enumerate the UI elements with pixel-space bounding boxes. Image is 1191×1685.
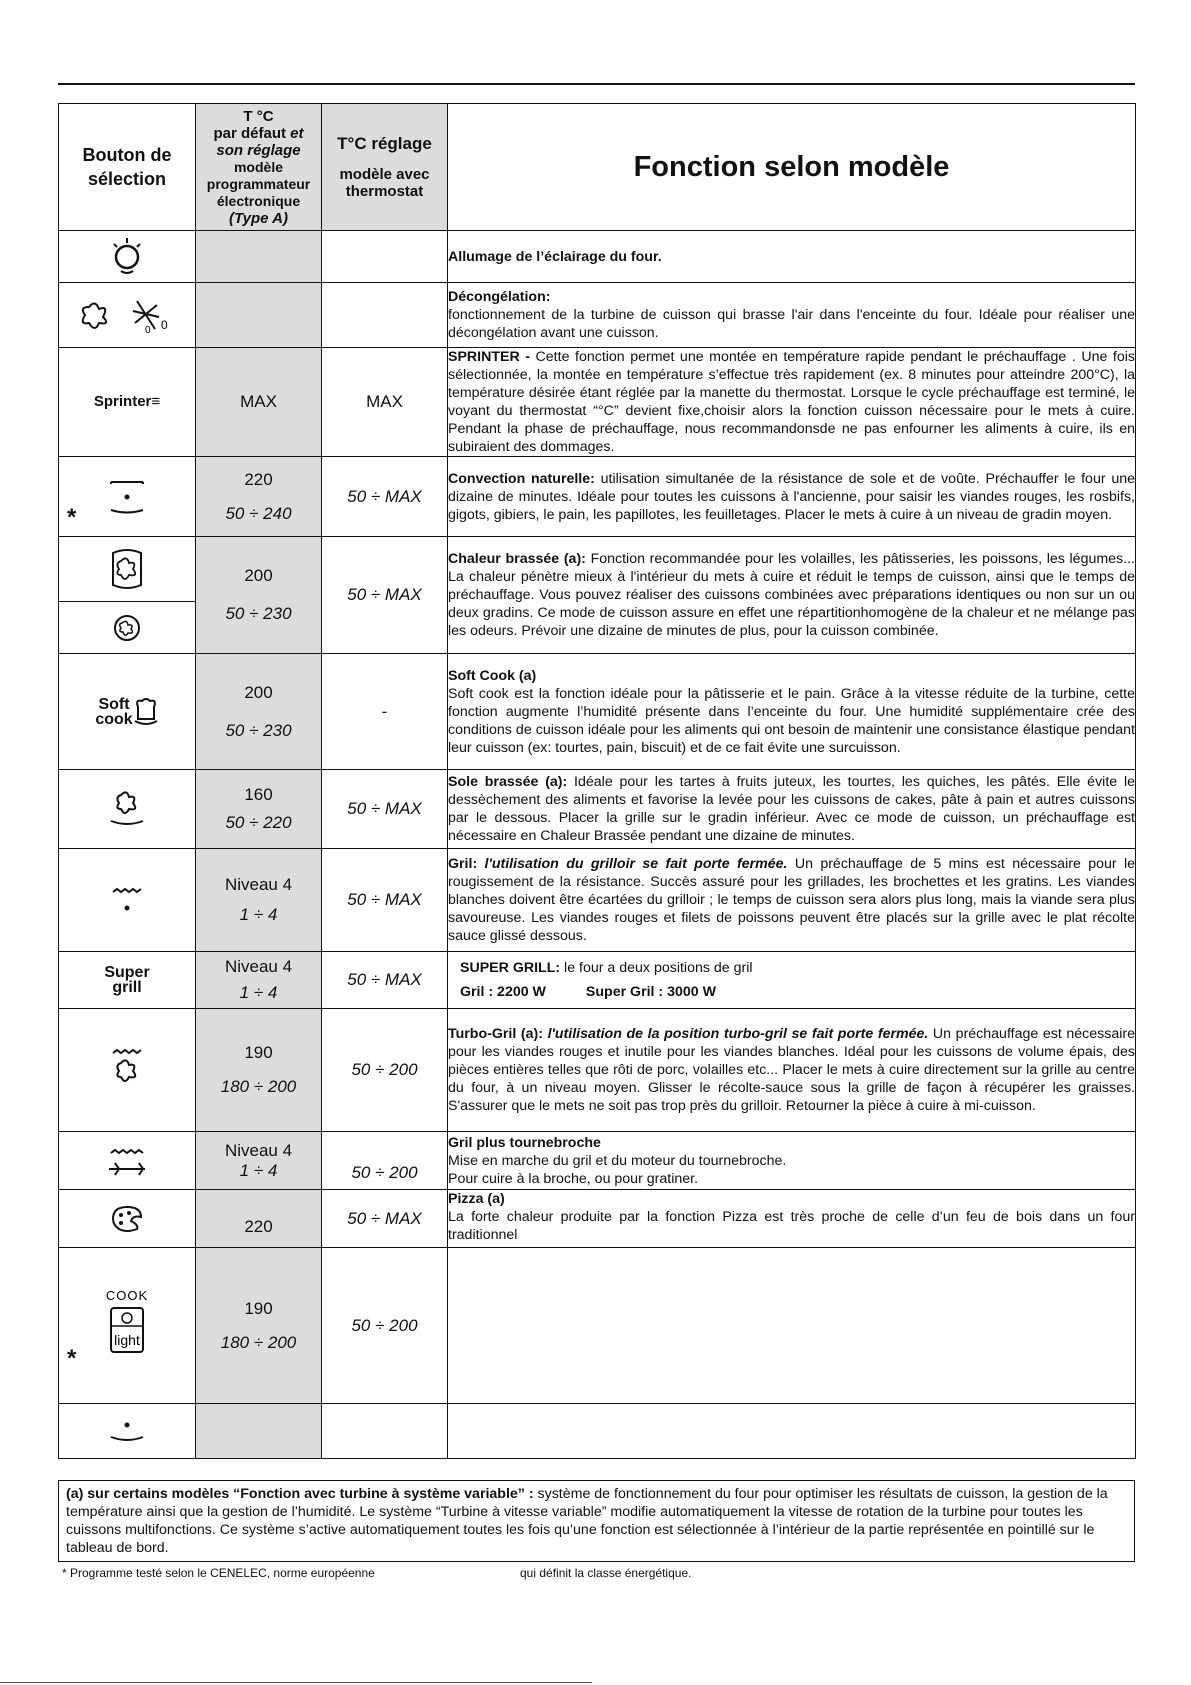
thermostat-temp: 50 ÷ MAX	[322, 770, 448, 849]
default-temp: 220 50 ÷ 240	[196, 457, 322, 537]
thermostat-temp: -	[322, 654, 448, 770]
pizza-icon	[59, 1190, 196, 1248]
thermostat-temp: 50 ÷ MAX	[322, 952, 448, 1009]
variable-turbine-note: (a) sur certains modèles “Fonction avec turbine à système variable” : système de fonctionnement du four pour optimiser les résultats de cuisson, la gestion de la température ainsi que la gestion de l’humidité. Le système “Turbine à vitesse variable” modifie automatiquement la vitesse de rotation de la turbine pour toutes les cuissons multifonctions. Ce système s’active automatiquement toutes les fois qu’une fonction est sélectionnée à l’intérieur de la partie représentée en pointillé sur le tableau de bord.	[58, 1480, 1135, 1562]
function-description: Gril plus tournebroche Mise en marche du gril et du moteur du tournebroche. Pour cuire à la broche, ou pour gratiner.	[448, 1132, 1136, 1190]
function-description	[448, 1404, 1136, 1459]
thermostat-temp: MAX	[322, 348, 448, 457]
function-description: Turbo-Gril (a): l'utilisation de la position turbo-gril se fait porte fermée. Un préchauffage est nécessaire pour les viandes rouges et inutile pour les viandes blanches. Idéal pour les cuissons de volume épais, des pièces entières telles que rôti de porc, volailles etc... Placer le mets à cuire directement sur la grille au centre du four, à un niveau moyen. Glisser le récolte-sauce sous la grille de façon à récupérer les graisses. S'assurer que le mets ne soit pas trop près du grilloir. Retourner la pièce à cuire à mi-cuisson.	[448, 1009, 1136, 1132]
grill-icon	[59, 849, 196, 952]
function-table	[58, 103, 1136, 1459]
top-rule	[58, 83, 1135, 85]
table-row	[59, 1248, 1136, 1404]
bottom-rule	[0, 1682, 592, 1683]
header-default-temp: T °C par défaut et son réglage modèle programmateur électronique (Type A)	[196, 104, 322, 231]
bottom-heat-icon	[59, 1404, 196, 1459]
turbo-grill-icon	[59, 1009, 196, 1132]
table-row	[59, 654, 1136, 770]
table-row	[59, 952, 1136, 1009]
table-row	[59, 231, 1136, 283]
header-selection-button: Bouton de sélection	[59, 104, 196, 231]
default-temp: 200 50 ÷ 230	[196, 537, 322, 654]
function-description: Sole brassée (a): Idéale pour les tartes à fruits juteux, les tourtes, les quiches, les pâtés. Elle évite le dessèchement des aliments et favorise la levée pour les cuissons de cakes, pâte à pain et autres cuissons par le dessous. Placer la grille sur le gradin inférieur. Avec ce mode de cuisson, un préchauffage est nécessaire en Chaleur Brassée pendant une dizaine de minutes.	[448, 770, 1136, 849]
default-temp: 190 180 ÷ 200	[196, 1248, 322, 1404]
table-row	[59, 1132, 1136, 1190]
svg-text:light: light	[114, 1331, 140, 1348]
footnote-energy-class: qui définit la classe énergétique.	[520, 1566, 692, 1580]
function-description: Pizza (a) La forte chaleur produite par la fonction Pizza est très proche de celle d’un feu de bois dans un four traditionnel	[448, 1190, 1136, 1248]
top-bottom-heat-icon	[59, 457, 196, 537]
table-row	[59, 1190, 1136, 1248]
function-description: Allumage de l’éclairage du four.	[448, 231, 1136, 283]
test-star-mark: *	[67, 1345, 77, 1372]
footnote-cenelec: * Programme testé selon le CENELEC, norme européenne	[62, 1566, 375, 1580]
default-temp: 220	[196, 1190, 322, 1248]
table-row	[59, 770, 1136, 849]
oven-light-icon	[59, 231, 196, 283]
function-description: Chaleur brassée (a): Fonction recommandée pour les volailles, les pâtisseries, les poissons, les légumes... La chaleur pénètre mieux à l'intérieur du mets à cuire et réduit le temps de cuisson, ainsi que le temps de préchauffage. Vous pouvez réaliser des cuissons combinées avec préparations identiques ou non sur un ou deux gradins. Ce mode de cuisson assure en effet une répartitionhomogène de la chaleur et ne mélange pas les odeurs. Prévoir une dizaine de minutes de plus, pour la cuisson combinée.	[448, 537, 1136, 654]
default-temp: 200 50 ÷ 230	[196, 654, 322, 770]
svg-text:0: 0	[161, 318, 168, 332]
default-temp: 160 50 ÷ 220	[196, 770, 322, 849]
test-star-mark: *	[67, 504, 77, 531]
default-temp: Niveau 4 1 ÷ 4	[196, 1132, 322, 1190]
thermostat-temp: 50 ÷ 200	[322, 1248, 448, 1404]
thermostat-temp: 50 ÷ 200	[322, 1132, 448, 1190]
soft-cook-icon: Soft cook	[59, 654, 196, 770]
table-row	[59, 849, 1136, 952]
default-temp: MAX	[196, 348, 322, 457]
table-row	[59, 457, 1136, 537]
table-row	[59, 348, 1136, 457]
fan-icon	[59, 601, 195, 653]
default-temp: 190 180 ÷ 200	[196, 1009, 322, 1132]
sprinter-icon: Sprinter≡	[59, 348, 196, 457]
default-temp: Niveau 4 1 ÷ 4	[196, 849, 322, 952]
table-row	[59, 283, 1136, 348]
fan-bottom-heat-icon	[59, 770, 196, 849]
fan-heat-icon	[59, 537, 196, 654]
table-row	[59, 537, 1136, 654]
svg-text:0: 0	[145, 325, 151, 335]
cook-light-icon	[59, 1248, 196, 1404]
rotisserie-icon	[59, 1132, 196, 1190]
header-function: Fonction selon modèle	[448, 104, 1136, 231]
svg-text:COOK: COOK	[105, 1287, 149, 1303]
super-grill-icon: Super grill	[59, 952, 196, 1009]
header-thermostat-temp: T°C réglage modèle avec thermostat	[322, 104, 448, 231]
thermostat-temp: 50 ÷ MAX	[322, 457, 448, 537]
thermostat-temp: 50 ÷ MAX	[322, 1190, 448, 1248]
function-description: Gril: l'utilisation du grilloir se fait porte fermée. Un préchauffage de 5 mins est nécessaire pour le rougissement de la résistance. Succès assuré pour les grillades, les brochettes et les gratins. Les viandes blanches doivent être écartées du grilloir ; le temps de cuisson sera alors plus long, mais la viande sera plus savoureuse. Les viandes rouges et filets de poissons peuvent être placés sur la grille avec le plat récolte sauce glissé dessous.	[448, 849, 1136, 952]
function-description: SUPER GRILL: le four a deux positions de gril Gril : 2200 W Super Gril : 3000 W	[448, 952, 1136, 1009]
function-description	[448, 1248, 1136, 1404]
thermostat-temp: 50 ÷ 200	[322, 1009, 448, 1132]
function-description: Décongélation: fonctionnement de la turbine de cuisson qui brasse l'air dans l'enceinte du four. Idéale pour réaliser une décongélation avant une cuisson.	[448, 283, 1136, 348]
function-description: SPRINTER - Cette fonction permet une montée en température rapide pendant le préchauffage . Une fois sélectionnée, la montée en température s’effectue très rapidement (ex. 8 minutes pour atteindre 200°C), la température désirée étant réglée par la manette du thermostat. Lorsque le cycle préchauffage est terminé, le voyant du thermostat “°C” devient fixe,choisir alors la fonction cuisson nécessaire pour le mets à cuire. Pendant la phase de préchauffage, nous recommandonsde ne pas enfourner les aliments à cuire, ils en subiraient des dommages.	[448, 349, 1135, 455]
table-row	[59, 1009, 1136, 1132]
defrost-icon	[59, 283, 196, 348]
table-row	[59, 1404, 1136, 1459]
function-description: Convection naturelle: utilisation simultanée de la résistance de sole et de voûte. Préchauffer le four une dizaine de minutes. Idéale pour toutes les cuissons à l'ancienne, pour saisir les viandes rouges, les rosbifs, gigots, gibiers, le pain, les papillotes, les feuilletages. Placer le mets à cuire à un niveau de gradin moyen.	[448, 457, 1136, 537]
function-description: Soft Cook (a) Soft cook est la fonction idéale pour la pâtisserie et le pain. Grâce à la vitesse réduite de la turbine, cette fonction augmente l’humidité présente dans l’enceinte du four. Une humidité supplémentaire crée des conditions de cuisson idéale pour les aliments qui ont besoin de maintenir une consistance élastique pendant leur cuisson (ex: tourtes, pain, biscuit) et de ce fait évite une surcuisson.	[448, 654, 1136, 770]
thermostat-temp: 50 ÷ MAX	[322, 849, 448, 952]
default-temp: Niveau 4 1 ÷ 4	[196, 952, 322, 1009]
table-header-row	[59, 104, 1136, 231]
thermostat-temp: 50 ÷ MAX	[322, 537, 448, 654]
